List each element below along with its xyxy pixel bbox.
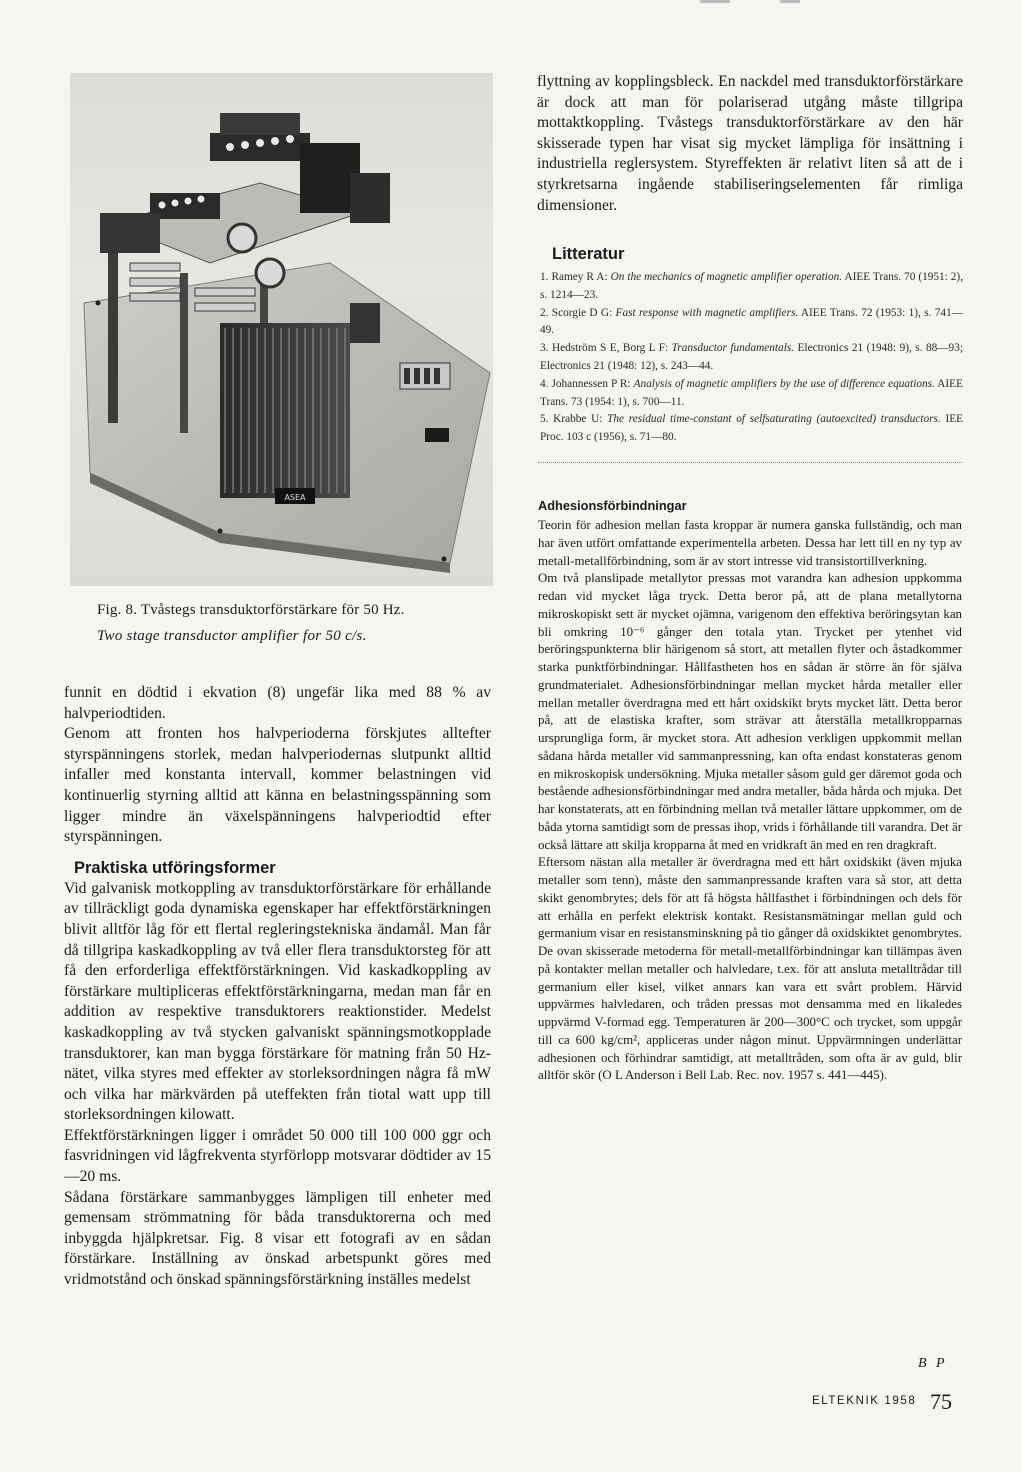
left-paragraph: Genom att fronten hos halvperioderna förskjutes alltefter styrspänningens storlek, medan halvperiodernas slutpunkt alltid infaller med konstanta intervall, kommer belastningen vid kontinuerlig styrning alltid att känna en belastningsspänning som ligger mindre än växelspänningens halvperiodtid efter styrspänningen. <box>64 725 491 846</box>
reference-title: On the mechanics of magnetic amplifier operation. <box>610 271 843 283</box>
figure-caption-english: Two stage transductor amplifier for 50 c/s. <box>97 628 367 644</box>
reference-item <box>540 269 963 305</box>
adhesion-heading: Adhesionsförbindningar <box>538 498 687 513</box>
left-column <box>64 683 491 1291</box>
adhesion-paragraph: Teorin för adhesion mellan fasta kroppar är numera ganska fullständig, och man har även utfört omfattande experimentella arbeten. Dessa har lett till en ny typ av metall-metallförbindning, som är av stort intresse vid transistortillverkning. <box>538 518 962 568</box>
reference-title: The residual time-constant of selfsaturating (autoexcited) transductors. <box>607 413 941 426</box>
reference-author: 1. Ramey R A: <box>540 271 608 283</box>
right-column <box>537 72 963 216</box>
left-paragraph: Effektförstärkningen ligger i området 50 000 till 100 000 ggr och fasvridningen vid lågfrekventa styrförlopp motsvarar dödtider av 15—20 ms. <box>64 1126 491 1186</box>
nameplate-text: ASEA <box>284 493 306 502</box>
literature-heading: Litteratur <box>552 245 625 263</box>
reference-item <box>540 305 963 341</box>
section-heading: Praktiska utföringsformer <box>74 858 276 877</box>
reference-author: 2. Scorgie D G: <box>540 306 613 319</box>
reference-source: AIEE Trans. 72 (1953: 1), s. 741—49. <box>540 306 963 337</box>
reference-item <box>540 411 963 447</box>
reference-item <box>540 376 963 412</box>
section-divider <box>538 462 962 463</box>
adhesion-paragraph: De ovan skisserade metoderna för metall-metallförbindningar kan tillämpas även på kontakter mellan metaller och halvledare, t.ex. för att ansluta metalltrådar till germanium eller kisel, vilket annars kan vara ett svårt problem. Härvid uppvärmes halvledaren, och tråden pressas mot densamma med en likaledes uppvärmd V-formad egg. Temperaturen är 200—300°C och trycket, som uppgår till ca 600 kg/cm², appliceras under någon minut. Uppvärmningen underlättar adhesionen och förhindrar samtidigt, att metalltråden, som ofta är av guld, blir alltför skör (O L Anderson i Bell Lab. Rec. nov. 1957 s. 441—445). <box>538 944 962 1083</box>
figure-caption-swedish: Fig. 8. Tvåstegs transduktorförstärkare för 50 Hz. <box>97 602 405 618</box>
amplifier-photo-illustration <box>70 73 493 586</box>
left-paragraph: Sådana förstärkare sammanbygges lämpligen till enheter med gemensam strömmatning för båda transduktorerna och med inbyggda hjälpkretsar. Fig. 8 visar ett fotografi av en sådan förstärkare. Inställning av önskad arbetspunkt göres med vridmotstånd och önskad spänningsförstärkning inställes medelst <box>64 1188 491 1289</box>
reference-author: 5. Krabbe U: <box>540 413 603 426</box>
author-signature: B P <box>918 1356 948 1371</box>
reference-source: AIEE Trans. 73 (1954: 1), s. 700—11. <box>540 377 963 408</box>
left-paragraph: Vid galvanisk motkoppling av transduktorförstärkare för erhållande av tillräckligt goda dynamiska egenskaper har effektförstärkningen blivit alltför låg för ett flertal regleringstekniska ändamål. Man får då tillgripa kaskadkoppling av två eller flera transduktorsteg för att få den erforderliga effektförstärkningen. Vid kaskadkoppling av förstärkare multipliceras effektförstärkningarna, medan man får en addition av respektive transduktorers reaktionstider. Medelst kaskadkoppling av två stycken galvaniskt spänningsmotkopplade transduktorer, kan man bygga förstärkare för matning från 50 Hz-nätet, vilka styres med effekter av storleksordningen några få mW och vilka har märkvärden på uteffekten från tiotal watt upp till storleksordningen kilowatt. <box>64 879 491 1124</box>
right-paragraph: flyttning av kopplingsbleck. En nackdel med transduktorförstärkare är dock att man för polariserad utgång måste tillgripa mottaktkoppling. Tvåstegs transduktorförstärkare av den här skisserade typen har visat sig mycket lämpliga för insättning i industriella reglersystem. Styreffekten är relativt liten så att de i styrkretsarna ingående stabiliseringselementen får rimliga dimensioner. <box>537 73 963 214</box>
figure-photo <box>70 73 493 586</box>
reference-item <box>540 340 963 376</box>
reference-author: 3. Hedström S E, Borg L F: <box>540 342 669 355</box>
reference-title: Fast response with magnetic amplifiers. <box>615 306 799 319</box>
reference-source: AIEE Trans. 70 (1951: 2), s. 1214—23. <box>540 271 964 301</box>
reference-author: 4. Johannessen P R: <box>540 377 631 390</box>
adhesion-article <box>538 517 962 1085</box>
page-number: 75 <box>930 1389 952 1414</box>
scan-mark <box>700 0 730 3</box>
left-paragraph: funnit en dödtid i ekvation (8) ungefär lika med 88 % av halvperiodtiden. <box>64 684 491 722</box>
adhesion-paragraph: Om två planslipade metallytor pressas mot varandra kan adhesion uppkomma redan vid mycket låga tryck. Detta beror på, att de plana metallytorna mikroskopiskt sett är mycket ojämna, varigenom den effektiva beröringsytan kan bli omkring 10⁻⁶ gånger den totala ytan. Trycket per ytenhet vid beröringspunkterna blir härigenom så stort, att metallen flyter och åstadkommer starka punktförbindningar. Hållfastheten hos en sådan är större än för själva grundmaterialet. Adhesionsförbindningar mellan mycket hårda metaller eller mellan metaller överdragna med ett hårt oxidskikt bryts mycket lätt. Detta beror på, att de elastiska krafter, som strävar att återställa metallkropparnas ursprungliga form, är mycket stora. Att adhesion verkligen uppkommit mellan sådana hårda metaller vid sammanpressning, kan ofta endast konstateras genom en mikroskopisk undersökning. Mjuka metaller såsom guld ger däremot goda och bestående adhesionsförbindningar med andra metaller, båda hårda och mjuka. Det har konstaterats, att en förbindning mellan två metaller lättare uppkommer, om de båda ytorna samtidigt som de pressas ihop, vrids i förhållande till varandra. Det är också lättare att skilja kropparna åt med en vridkraft än med en ren dragkraft. <box>538 571 962 852</box>
reference-title: Transductor fundamentals. <box>671 342 795 355</box>
adhesion-paragraph: Eftersom nästan alla metaller är överdragna med ett hårt oxidskikt (även mjuka metaller som tenn), måste den sammanpressande kraften vara så stor, att detta skikt genombrytes; dels för att få högsta hållfasthet i förbindningen och dels för att erhålla en perfekt elektrisk kontakt. Resistansmätningar mellan guld och germanium visar en resistansminskning på tio gånger då oxidskiktet genombrytes. <box>538 855 962 941</box>
reference-source: Electronics 21 (1948: 9), s. 88—93; Electronics 21 (1948: 12), s. 243—44. <box>540 342 963 372</box>
scan-mark <box>780 0 800 3</box>
reference-list <box>540 269 963 447</box>
journal-name: ELTEKNIK 1958 <box>812 1395 917 1407</box>
reference-source: IEE Proc. 103 c (1956), s. 71—80. <box>540 413 964 444</box>
reference-title: Analysis of magnetic amplifiers by the use of difference equations. <box>633 377 935 390</box>
